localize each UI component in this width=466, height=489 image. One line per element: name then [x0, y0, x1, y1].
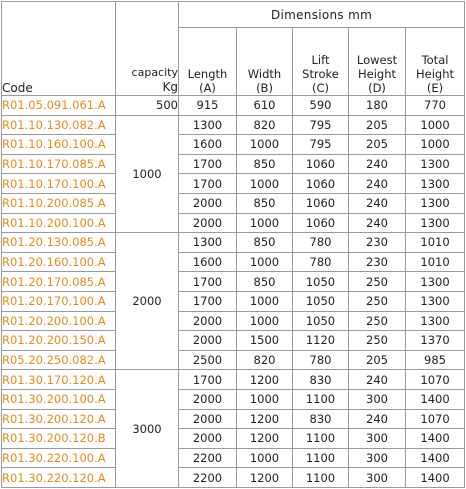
lowest-height-cell: 205 [349, 350, 406, 370]
header-total-height [406, 28, 465, 96]
lowest-height-cell: 240 [349, 409, 406, 429]
product-code-link[interactable]: R01.20.170.100.A [2, 291, 116, 311]
lowest-height-cell: 250 [349, 311, 406, 331]
table-row [2, 429, 465, 449]
lowest-height-cell: 300 [349, 429, 406, 449]
total-height-cell: 1400 [406, 429, 465, 449]
header-width [237, 28, 293, 96]
total-height-cell: 1370 [406, 331, 465, 351]
width-cell: 850 [237, 272, 293, 292]
table-row [2, 135, 465, 155]
header-lift-stroke [293, 28, 349, 96]
table-row [2, 154, 465, 174]
total-height-cell: 770 [406, 96, 465, 116]
lift-stroke-cell: 1100 [293, 389, 349, 409]
total-height-cell: 985 [406, 350, 465, 370]
total-height-cell: 1300 [406, 213, 465, 233]
lift-stroke-cell: 1050 [293, 311, 349, 331]
length-cell: 1300 [179, 233, 237, 253]
table-row [2, 233, 465, 253]
lift-stroke-cell: 1100 [293, 468, 349, 488]
total-height-cell: 1070 [406, 370, 465, 390]
header-width-symbol: (B) [256, 81, 273, 95]
total-height-cell: 1010 [406, 233, 465, 253]
length-cell: 2200 [179, 468, 237, 488]
table-row [2, 370, 465, 390]
length-cell: 2000 [179, 389, 237, 409]
table-body [2, 96, 465, 488]
lowest-height-cell: 180 [349, 96, 406, 116]
product-code-link[interactable]: R01.30.220.100.A [2, 448, 116, 468]
product-code-link[interactable]: R01.20.130.085.A [2, 233, 116, 253]
lowest-height-cell: 240 [349, 193, 406, 213]
lowest-height-cell: 250 [349, 272, 406, 292]
lowest-height-cell: 240 [349, 213, 406, 233]
length-cell: 2000 [179, 213, 237, 233]
lift-stroke-cell: 1120 [293, 331, 349, 351]
width-cell: 1500 [237, 331, 293, 351]
capacity-cell: 1000 [116, 115, 179, 233]
table-row [2, 331, 465, 351]
table-row [2, 409, 465, 429]
product-code-link[interactable]: R01.10.170.100.A [2, 174, 116, 194]
width-cell: 850 [237, 233, 293, 253]
header-code: Code [2, 2, 116, 96]
product-code-link[interactable]: R01.30.200.120.B [2, 429, 116, 449]
header-stroke-label: Stroke [302, 67, 339, 81]
header-length [179, 28, 237, 96]
header-lowest-height-symbol: (D) [368, 81, 386, 95]
total-height-cell: 1400 [406, 468, 465, 488]
product-code-link[interactable]: R05.20.250.082.A [2, 350, 116, 370]
capacity-cell: 500 [116, 96, 179, 116]
width-cell: 1000 [237, 389, 293, 409]
header-capacity-label: capacity [131, 66, 178, 79]
length-cell: 2500 [179, 350, 237, 370]
lowest-height-cell: 240 [349, 154, 406, 174]
length-cell: 915 [179, 96, 237, 116]
header-lowest-height [349, 28, 406, 96]
width-cell: 820 [237, 115, 293, 135]
product-code-link[interactable]: R01.20.170.085.A [2, 272, 116, 292]
lift-stroke-cell: 1060 [293, 154, 349, 174]
capacity-cell: 2000 [116, 233, 179, 370]
length-cell: 1700 [179, 370, 237, 390]
product-code-link[interactable]: R01.10.170.085.A [2, 154, 116, 174]
header-lift-label: Lift [311, 53, 330, 67]
width-cell: 1000 [237, 311, 293, 331]
header-total-label: Total [421, 53, 449, 67]
lowest-height-cell: 240 [349, 174, 406, 194]
lift-stroke-cell: 780 [293, 350, 349, 370]
width-cell: 820 [237, 350, 293, 370]
total-height-cell: 1300 [406, 291, 465, 311]
total-height-cell: 1300 [406, 311, 465, 331]
header-lowest-label: Lowest [356, 53, 398, 67]
table-row [2, 468, 465, 488]
width-cell: 1000 [237, 448, 293, 468]
length-cell: 2200 [179, 448, 237, 468]
length-cell: 1700 [179, 154, 237, 174]
lift-stroke-cell: 830 [293, 409, 349, 429]
product-code-link[interactable]: R01.30.200.120.A [2, 409, 116, 429]
width-cell: 1200 [237, 468, 293, 488]
table-row [2, 193, 465, 213]
length-cell: 1700 [179, 174, 237, 194]
header-capacity-unit: Kg [162, 80, 178, 94]
total-height-cell: 1400 [406, 448, 465, 468]
lift-stroke-cell: 1100 [293, 429, 349, 449]
lift-stroke-cell: 590 [293, 96, 349, 116]
length-cell: 2000 [179, 193, 237, 213]
header-total-height-label: Height [416, 67, 455, 81]
table-row [2, 252, 465, 272]
lowest-height-cell: 240 [349, 370, 406, 390]
lift-stroke-cell: 1060 [293, 213, 349, 233]
product-code-link[interactable]: R01.10.200.100.A [2, 213, 116, 233]
table-row [2, 174, 465, 194]
product-code-link[interactable]: R01.30.170.120.A [2, 370, 116, 390]
width-cell: 1000 [237, 135, 293, 155]
total-height-cell: 1070 [406, 409, 465, 429]
lowest-height-cell: 300 [349, 389, 406, 409]
table-row [2, 311, 465, 331]
header-capacity [116, 2, 179, 96]
total-height-cell: 1010 [406, 252, 465, 272]
table-row [2, 115, 465, 135]
header-dimensions: Dimensions mm [179, 2, 465, 28]
length-cell: 2000 [179, 331, 237, 351]
product-code-link[interactable]: R01.20.200.100.A [2, 311, 116, 331]
length-cell: 1600 [179, 252, 237, 272]
lift-stroke-cell: 795 [293, 115, 349, 135]
width-cell: 1000 [237, 291, 293, 311]
lowest-height-cell: 300 [349, 448, 406, 468]
width-cell: 1000 [237, 252, 293, 272]
header-length-label: Length [187, 67, 228, 81]
total-height-cell: 1000 [406, 135, 465, 155]
width-cell: 1000 [237, 213, 293, 233]
length-cell: 1600 [179, 135, 237, 155]
width-cell: 1200 [237, 429, 293, 449]
lift-stroke-cell: 780 [293, 252, 349, 272]
width-cell: 1200 [237, 370, 293, 390]
lift-stroke-cell: 780 [293, 233, 349, 253]
total-height-cell: 1300 [406, 174, 465, 194]
header-lift-stroke-symbol: (C) [311, 81, 329, 95]
lowest-height-cell: 205 [349, 135, 406, 155]
length-cell: 1300 [179, 115, 237, 135]
header-length-symbol: (A) [199, 81, 216, 95]
table-row [2, 448, 465, 468]
lift-stroke-cell: 795 [293, 135, 349, 155]
width-cell: 1200 [237, 409, 293, 429]
lowest-height-cell: 300 [349, 468, 406, 488]
table-row [2, 350, 465, 370]
header-total-height-symbol: (E) [426, 81, 444, 95]
product-code-link[interactable]: R01.20.200.150.A [2, 331, 116, 351]
header-lowest-height-label: Height [357, 67, 396, 81]
lift-stroke-cell: 1050 [293, 272, 349, 292]
total-height-cell: 1300 [406, 272, 465, 292]
dimensions-table [1, 1, 465, 488]
product-code-link[interactable]: R01.10.160.100.A [2, 135, 116, 155]
lift-stroke-cell: 1100 [293, 448, 349, 468]
table-row [2, 389, 465, 409]
lowest-height-cell: 230 [349, 233, 406, 253]
length-cell: 2000 [179, 409, 237, 429]
lowest-height-cell: 205 [349, 115, 406, 135]
capacity-cell: 3000 [116, 370, 179, 488]
width-cell: 850 [237, 154, 293, 174]
width-cell: 1000 [237, 174, 293, 194]
length-cell: 2000 [179, 429, 237, 449]
lift-stroke-cell: 1050 [293, 291, 349, 311]
length-cell: 1700 [179, 291, 237, 311]
table-row [2, 291, 465, 311]
table-row [2, 213, 465, 233]
lowest-height-cell: 250 [349, 331, 406, 351]
lift-stroke-cell: 1060 [293, 174, 349, 194]
total-height-cell: 1000 [406, 115, 465, 135]
total-height-cell: 1300 [406, 193, 465, 213]
total-height-cell: 1400 [406, 389, 465, 409]
product-code-link[interactable]: R01.05.091.061.A [2, 96, 116, 116]
length-cell: 2000 [179, 311, 237, 331]
length-cell: 1700 [179, 272, 237, 292]
lowest-height-cell: 230 [349, 252, 406, 272]
product-code-link[interactable]: R01.10.200.085.A [2, 193, 116, 213]
product-code-link[interactable]: R01.30.200.100.A [2, 389, 116, 409]
table-row [2, 96, 465, 116]
width-cell: 610 [237, 96, 293, 116]
product-code-link[interactable]: R01.10.130.082.A [2, 115, 116, 135]
product-code-link[interactable]: R01.20.160.100.A [2, 252, 116, 272]
total-height-cell: 1300 [406, 154, 465, 174]
table-row [2, 272, 465, 292]
lift-stroke-cell: 1060 [293, 193, 349, 213]
lift-stroke-cell: 830 [293, 370, 349, 390]
header-width-label: Width [247, 67, 282, 81]
lowest-height-cell: 250 [349, 291, 406, 311]
product-code-link[interactable]: R01.30.220.120.A [2, 468, 116, 488]
width-cell: 850 [237, 193, 293, 213]
